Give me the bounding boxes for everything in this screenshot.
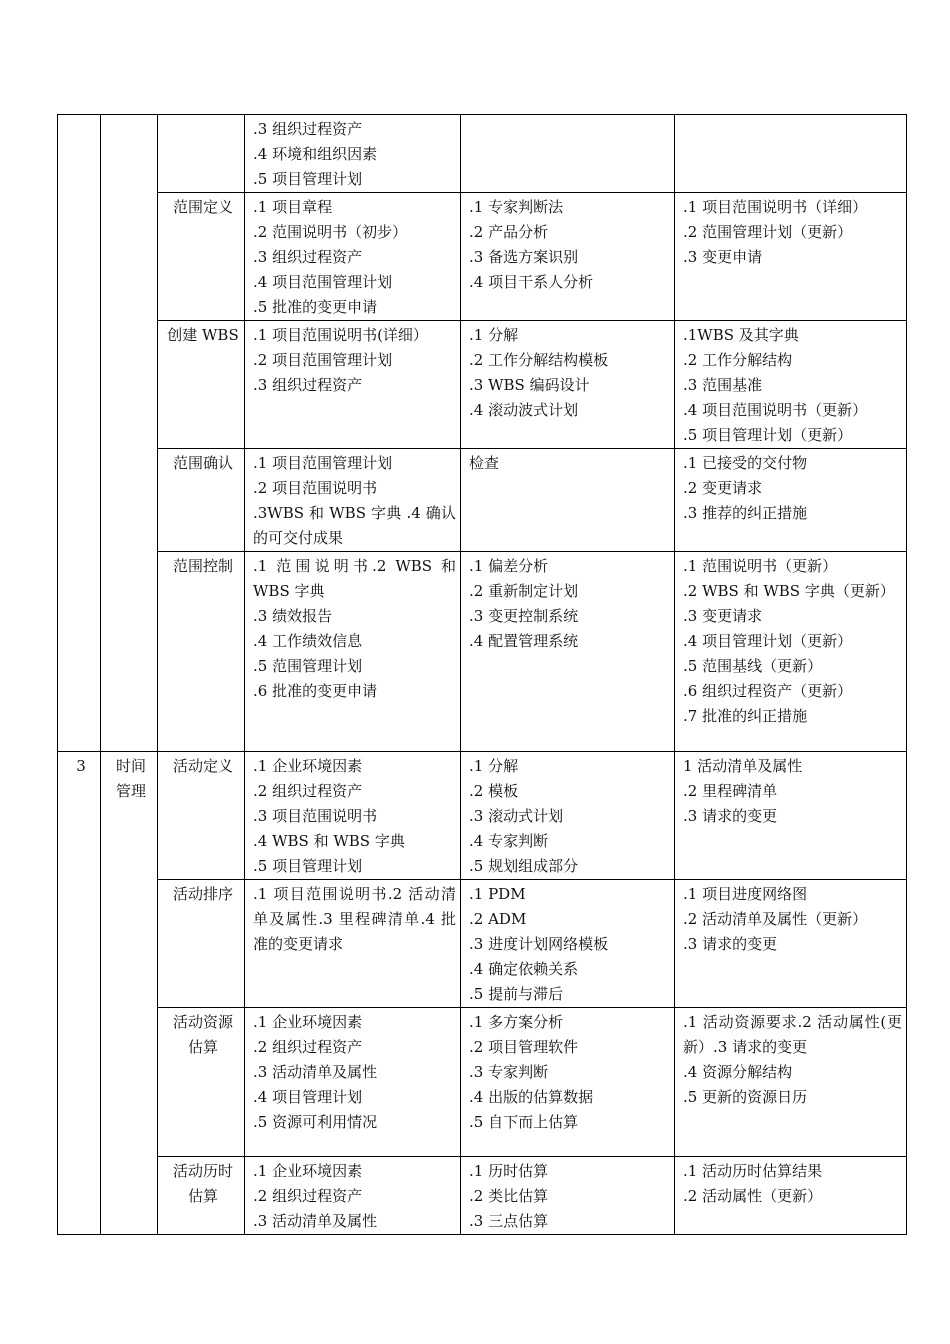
tool-item: .4 出版的估算数据 xyxy=(469,1088,594,1106)
tool-item: .2 模板 xyxy=(469,782,519,800)
inputs-cell xyxy=(245,752,461,880)
output-item: .4 项目范围说明书（更新） xyxy=(683,401,868,419)
input-item: .3 活动清单及属性 xyxy=(253,1212,378,1230)
outputs-cell xyxy=(675,115,907,193)
tool-item: .2 工作分解结构模板 xyxy=(469,351,609,369)
tool-item: .3 备选方案识别 xyxy=(469,248,579,266)
outputs-cell xyxy=(675,193,907,321)
input-item: .3WBS 和 WBS 字典 .4 确认的可交付成果 xyxy=(253,504,456,547)
output-item: 1 活动清单及属性 xyxy=(683,757,803,775)
input-item: .3 组织过程资产 xyxy=(253,120,363,138)
tool-item: .4 配置管理系统 xyxy=(469,632,579,650)
output-item: .2 活动属性（更新） xyxy=(683,1187,823,1205)
output-item: .1 已接受的交付物 xyxy=(683,454,808,472)
inputs-cell xyxy=(245,552,461,752)
input-item: .6 批准的变更申请 xyxy=(253,682,378,700)
output-item: .2 变更请求 xyxy=(683,479,763,497)
output-item: .2 活动清单及属性（更新） xyxy=(683,910,868,928)
outputs-cell xyxy=(675,449,907,552)
table-row xyxy=(58,321,907,449)
output-item: .7 批准的纠正措施 xyxy=(683,707,808,725)
knowledge-area-number xyxy=(58,115,101,752)
input-item: .4 工作绩效信息 xyxy=(253,632,363,650)
tools-cell xyxy=(461,193,675,321)
table-row xyxy=(58,193,907,321)
tool-item: .1 多方案分析 xyxy=(469,1013,564,1031)
tool-item: .1 PDM xyxy=(469,885,526,903)
tools-cell xyxy=(461,552,675,752)
input-item: .5 项目管理计划 xyxy=(253,857,363,875)
tools-cell xyxy=(461,752,675,880)
table-row xyxy=(58,752,907,880)
input-item: .2 组织过程资产 xyxy=(253,1038,363,1056)
tool-item: .3 WBS 编码设计 xyxy=(469,376,590,394)
tool-item: .5 自下而上估算 xyxy=(469,1113,579,1131)
process-name: 范围确认 xyxy=(158,449,245,552)
output-item: .6 组织过程资产（更新） xyxy=(683,682,853,700)
tool-item: .4 专家判断 xyxy=(469,832,549,850)
tool-item: .3 专家判断 xyxy=(469,1063,549,1081)
outputs-cell xyxy=(675,1008,907,1157)
table-row xyxy=(58,552,907,752)
input-item: .5 资源可利用情况 xyxy=(253,1113,378,1131)
output-item: .2 里程碑清单 xyxy=(683,782,778,800)
output-item: .1 项目进度网络图 xyxy=(683,885,808,903)
process-name: 范围控制 xyxy=(158,552,245,752)
tool-item: .3 变更控制系统 xyxy=(469,607,579,625)
input-item: .1 企业环境因素 xyxy=(253,1162,363,1180)
tool-item: .2 产品分析 xyxy=(469,223,549,241)
input-item: .1 企业环境因素 xyxy=(253,757,363,775)
input-item: .3 活动清单及属性 xyxy=(253,1063,378,1081)
input-item: .5 批准的变更申请 xyxy=(253,298,378,316)
input-item: .1 项目章程 xyxy=(253,198,333,216)
inputs-cell xyxy=(245,321,461,449)
input-item: .3 绩效报告 xyxy=(253,607,333,625)
output-item: .1 范围说明书（更新） xyxy=(683,557,838,575)
inputs-cell xyxy=(245,193,461,321)
tool-item: .5 规划组成部分 xyxy=(469,857,579,875)
tool-item: .2 类比估算 xyxy=(469,1187,549,1205)
input-item: .2 组织过程资产 xyxy=(253,782,363,800)
tools-cell xyxy=(461,880,675,1008)
table-row xyxy=(58,880,907,1008)
tool-item: .2 项目管理软件 xyxy=(469,1038,579,1056)
output-item: .2 WBS 和 WBS 字典（更新） xyxy=(683,582,895,600)
tool-item: .4 滚动波式计划 xyxy=(469,401,579,419)
input-item: .4 WBS 和 WBS 字典 xyxy=(253,832,405,850)
input-item: .1 项目范围说明书.2 活动清单及属性.3 里程碑清单.4 批准的变更请求 xyxy=(253,885,456,953)
output-item: .3 变更申请 xyxy=(683,248,763,266)
inputs-cell xyxy=(245,449,461,552)
output-item: .5 项目管理计划（更新） xyxy=(683,426,853,444)
outputs-cell xyxy=(675,321,907,449)
tool-item: .1 偏差分析 xyxy=(469,557,549,575)
process-name: 活动排序 xyxy=(158,880,245,1008)
output-item: .2 工作分解结构 xyxy=(683,351,793,369)
inputs-cell xyxy=(245,1008,461,1157)
output-item: .4 项目管理计划（更新） xyxy=(683,632,853,650)
process-name: 范围定义 xyxy=(158,193,245,321)
output-item: .3 请求的变更 xyxy=(683,935,778,953)
tool-item: .1 专家判断法 xyxy=(469,198,564,216)
tools-cell xyxy=(461,115,675,193)
process-name: 活动历时估算 xyxy=(158,1157,245,1235)
input-item: .4 项目管理计划 xyxy=(253,1088,363,1106)
tools-cell xyxy=(461,1008,675,1157)
process-name: 活动定义 xyxy=(158,752,245,880)
output-item: .3 范围基准 xyxy=(683,376,763,394)
input-item: .2 范围说明书（初步） xyxy=(253,223,408,241)
tool-item: .1 历时估算 xyxy=(469,1162,549,1180)
tool-item: .4 确定依赖关系 xyxy=(469,960,579,978)
output-item: .5 更新的资源日历 xyxy=(683,1088,808,1106)
tool-item: .2 重新制定计划 xyxy=(469,582,579,600)
input-item: .5 范围管理计划 xyxy=(253,657,363,675)
output-item: .3 推荐的纠正措施 xyxy=(683,504,808,522)
tools-cell xyxy=(461,449,675,552)
inputs-cell xyxy=(245,1157,461,1235)
tool-item: .4 项目干系人分析 xyxy=(469,273,594,291)
output-item: .1 活动历时估算结果 xyxy=(683,1162,823,1180)
knowledge-area-name: 时间管理 xyxy=(101,752,158,1235)
tool-item: .2 ADM xyxy=(469,910,527,928)
process-name: 创建 WBS xyxy=(158,321,245,449)
input-item: .2 组织过程资产 xyxy=(253,1187,363,1205)
outputs-cell xyxy=(675,752,907,880)
tools-cell xyxy=(461,321,675,449)
output-item: .4 资源分解结构 xyxy=(683,1063,793,1081)
input-item: .2 项目范围说明书 xyxy=(253,479,378,497)
input-item: .3 组织过程资产 xyxy=(253,248,363,266)
table-row xyxy=(58,1008,907,1157)
tool-item: .3 滚动式计划 xyxy=(469,807,564,825)
knowledge-area-name xyxy=(101,115,158,752)
process-table xyxy=(57,114,907,1235)
input-item: .3 项目范围说明书 xyxy=(253,807,378,825)
tool-item: 检查 xyxy=(469,454,500,472)
outputs-cell xyxy=(675,552,907,752)
table-row xyxy=(58,1157,907,1235)
outputs-cell xyxy=(675,880,907,1008)
input-item: .4 项目范围管理计划 xyxy=(253,273,393,291)
tool-item: .1 分解 xyxy=(469,326,519,344)
input-item: .2 项目范围管理计划 xyxy=(253,351,393,369)
input-item: .5 项目管理计划 xyxy=(253,170,363,188)
tool-item: .1 分解 xyxy=(469,757,519,775)
output-item: .1 活动资源要求.2 活动属性(更新）.3 请求的变更 xyxy=(683,1013,902,1056)
inputs-cell xyxy=(245,115,461,193)
tool-item: .3 三点估算 xyxy=(469,1212,549,1230)
input-item: .1 项目范围管理计划 xyxy=(253,454,393,472)
output-item: .3 请求的变更 xyxy=(683,807,778,825)
tool-item: .3 进度计划网络模板 xyxy=(469,935,609,953)
output-item: .1WBS 及其字典 xyxy=(683,326,799,344)
output-item: .2 范围管理计划（更新） xyxy=(683,223,853,241)
outputs-cell xyxy=(675,1157,907,1235)
table-row xyxy=(58,115,907,193)
output-item: .3 变更请求 xyxy=(683,607,763,625)
input-item: .1 企业环境因素 xyxy=(253,1013,363,1031)
input-item: .4 环境和组织因素 xyxy=(253,145,378,163)
tools-cell xyxy=(461,1157,675,1235)
output-item: .1 项目范围说明书（详细） xyxy=(683,198,868,216)
input-item: .3 组织过程资产 xyxy=(253,376,363,394)
process-name xyxy=(158,115,245,193)
inputs-cell xyxy=(245,880,461,1008)
input-item: .1 项目范围说明书(详细） xyxy=(253,326,428,344)
tool-item: .5 提前与滞后 xyxy=(469,985,564,1003)
input-item: .1 范围说明书.2 WBS 和 WBS 字典 xyxy=(253,557,456,600)
output-item: .5 范围基线（更新） xyxy=(683,657,823,675)
knowledge-area-number: 3 xyxy=(58,752,101,1235)
process-name: 活动资源估算 xyxy=(158,1008,245,1157)
table-row xyxy=(58,449,907,552)
